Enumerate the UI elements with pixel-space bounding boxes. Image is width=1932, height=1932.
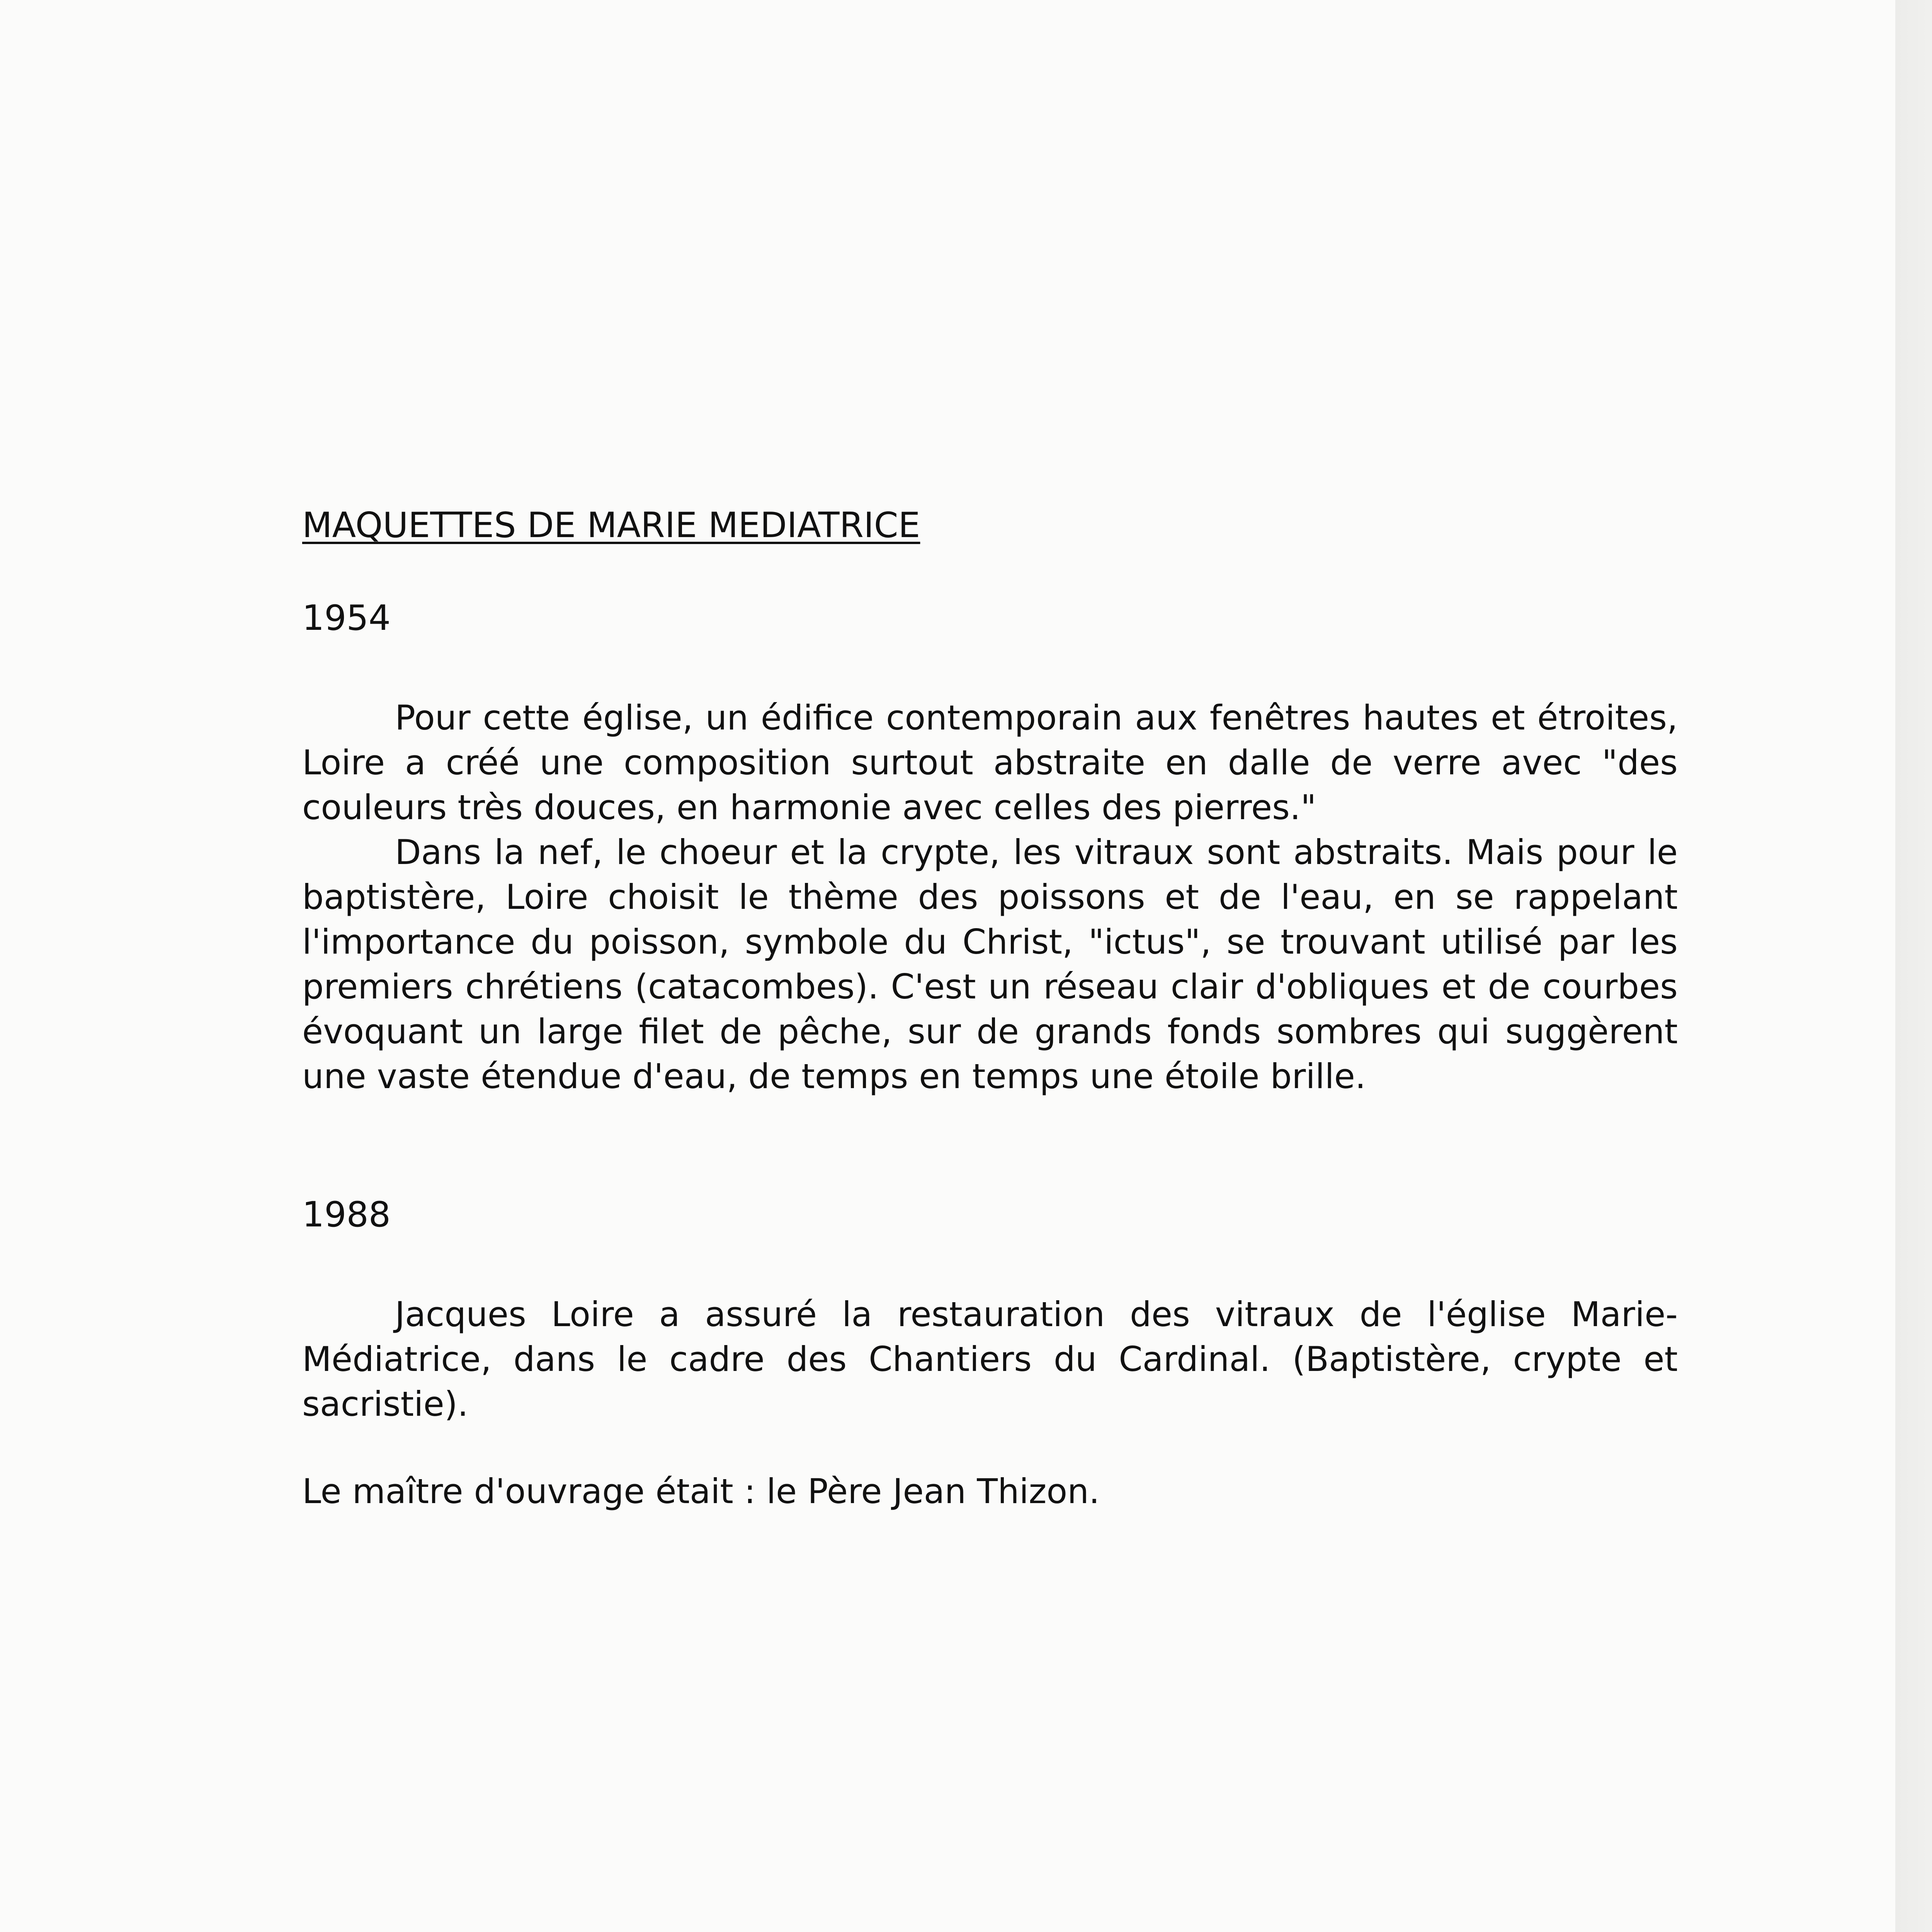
section-year: 1954 xyxy=(302,598,391,638)
section-1954 xyxy=(302,595,1678,1099)
section-1988 xyxy=(302,1192,1678,1514)
scan-background-edge xyxy=(1895,0,1932,1932)
document-body xyxy=(302,502,1678,1514)
paragraph: Jacques Loire a assuré la restauration des vitraux de l'église Marie-Médiatrice, dans le cadre des Chantiers du Cardinal. (Baptistère, crypte et sacristie). xyxy=(302,1294,1678,1424)
section-year: 1988 xyxy=(302,1194,391,1235)
paragraph: Dans la nef, le choeur et la crypte, les vitraux sont abstraits. Mais pour le baptistère, Loire choisit le thème des poissons et de l'eau, en se rappelant l'importance du poisson, symbole du Christ, "ictus", se trouvant utilisé par les premiers chrétiens (catacombes). C'est un réseau clair d'obliques et de courbes évoquant un large filet de pêche, sur de grands fonds sombres qui suggèrent une vaste étendue d'eau, de temps en temps une étoile brille. xyxy=(302,832,1678,1096)
paragraph: Pour cette église, un édifice contemporain aux fenêtres hautes et étroites, Loire a créé une composition surtout abstraite en dalle de verre avec "des couleurs très douces, en harmonie avec celles des pierres." xyxy=(302,698,1678,827)
project-owner-note: Le maître d'ouvrage était : le Père Jean Thizon. xyxy=(302,1471,1100,1511)
document-title: MAQUETTES DE MARIE MEDIATRICE xyxy=(302,505,920,546)
